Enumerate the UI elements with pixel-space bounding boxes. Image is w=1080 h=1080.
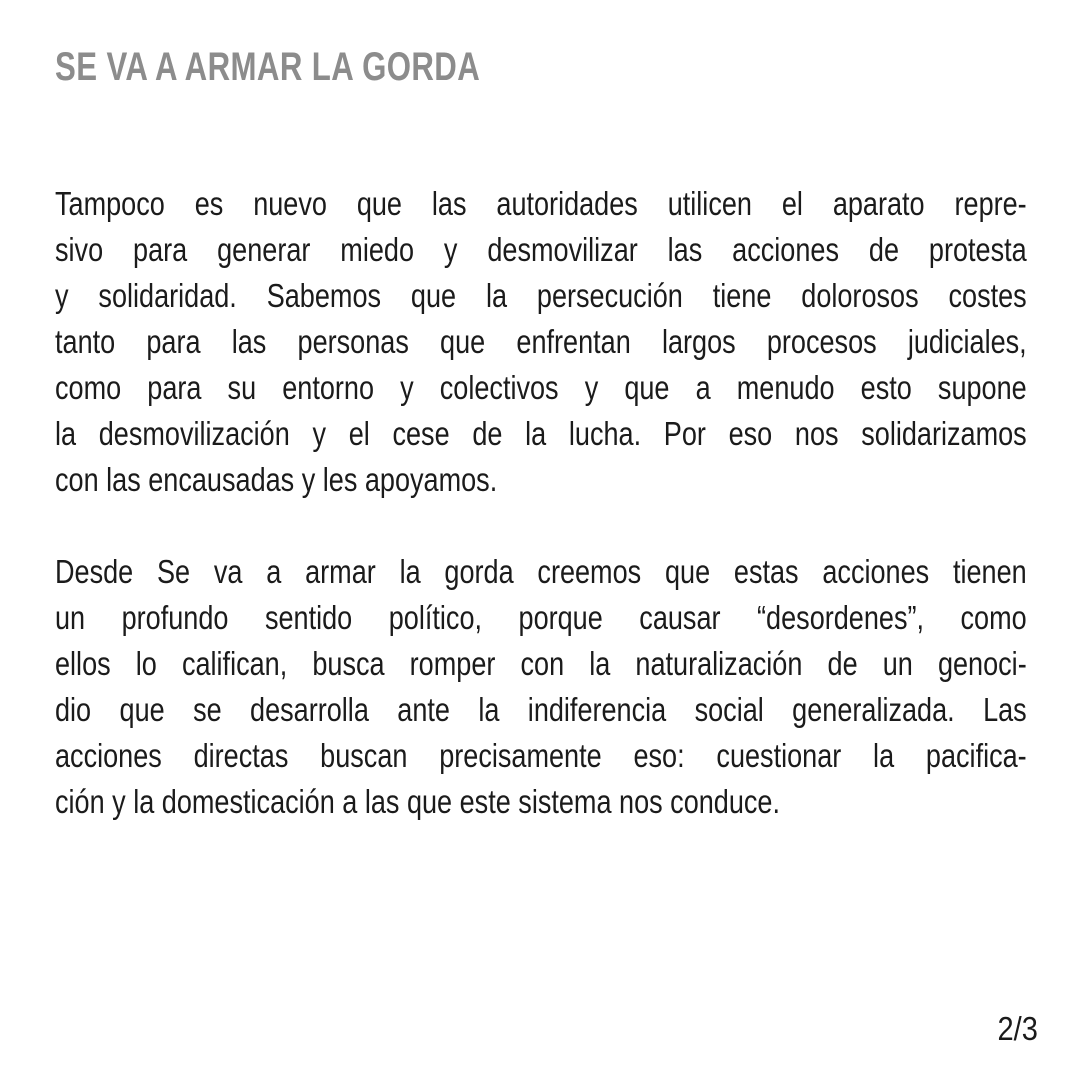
text-line: Tampoco es nuevo que las autoridades utilicen el aparato repre-	[55, 185, 1027, 222]
text-line: tanto para las personas que enfrentan largos procesos judiciales,	[55, 323, 1027, 360]
body-text	[55, 181, 1027, 871]
text-line: un profundo sentido político, porque causar “desordenes”, como	[55, 599, 1027, 636]
text-line: Desde Se va a armar la gorda creemos que estas acciones tienen	[55, 553, 1027, 590]
text-line: ellos lo califican, busca romper con la naturalización de un genoci-	[55, 645, 1027, 682]
paragraph-1	[55, 181, 1027, 503]
text-line: sivo para generar miedo y desmovilizar las acciones de protesta	[55, 231, 1027, 268]
text-line: dio que se desarrolla ante la indiferencia social generalizada. Las	[55, 691, 1027, 728]
text-line: y solidaridad. Sabemos que la persecución tiene dolorosos costes	[55, 277, 1027, 314]
page-title: SE VA A ARMAR LA GORDA	[55, 45, 481, 89]
text-line: ción y la domesticación a las que este sistema nos conduce.	[55, 783, 781, 820]
page-number: 2/3	[997, 1010, 1038, 1047]
text-line: acciones directas buscan precisamente eso: cuestionar la pacifica-	[55, 737, 1027, 774]
text-line: la desmovilización y el cese de la lucha. Por eso nos solidarizamos	[55, 415, 1027, 452]
text-line: con las encausadas y les apoyamos.	[55, 461, 498, 498]
text-line: como para su entorno y colectivos y que a menudo esto supone	[55, 369, 1027, 406]
paragraph-2	[55, 549, 1027, 825]
